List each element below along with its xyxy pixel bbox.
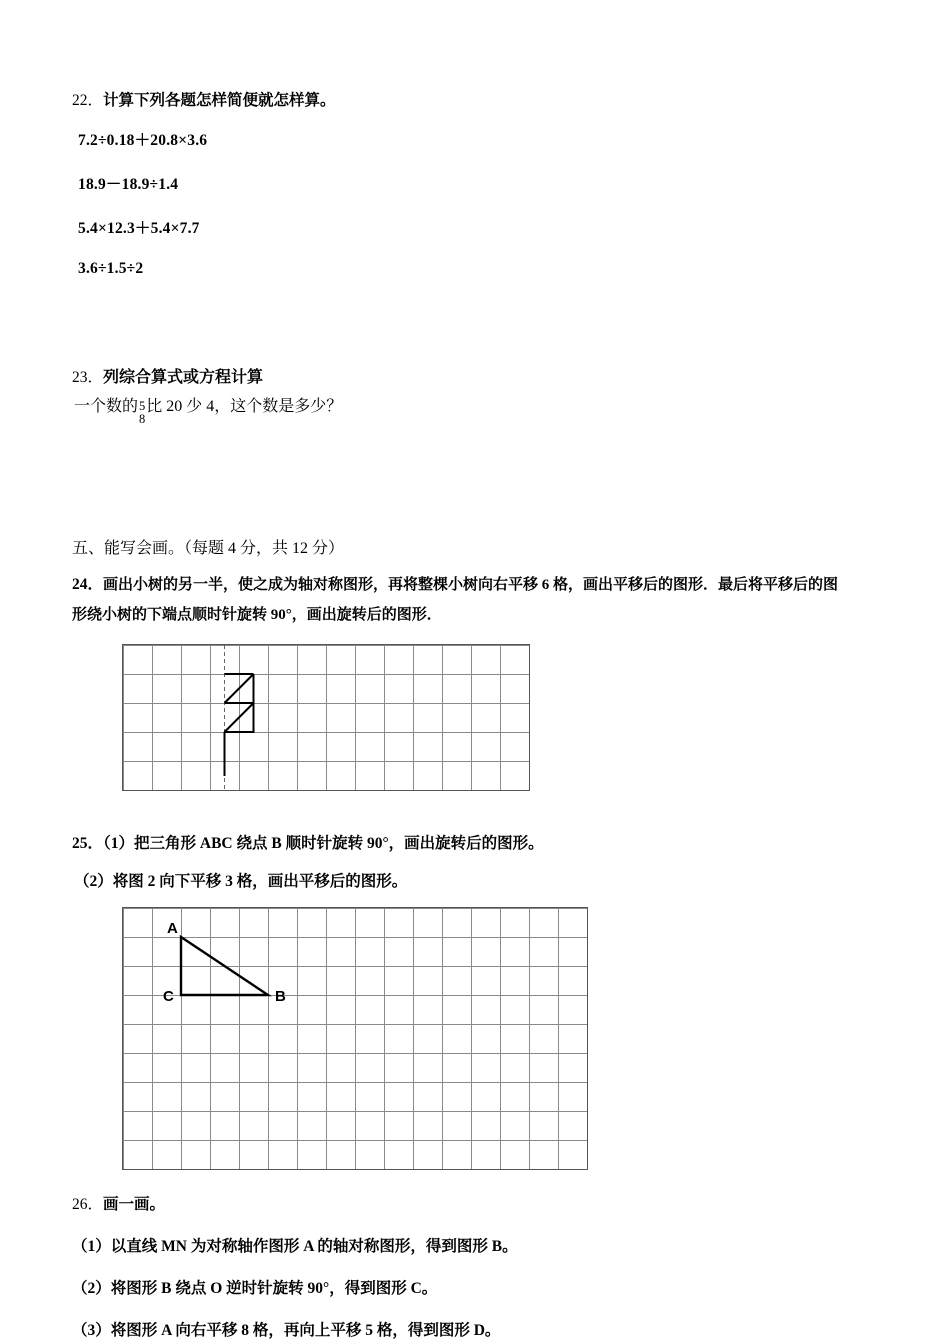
vertex-label-b: B bbox=[275, 987, 286, 1005]
question-22 bbox=[72, 88, 878, 278]
question-26-prompt: 画一画。 bbox=[103, 1195, 166, 1213]
question-24-line-2: 形绕小树的下端点顺时针旋转 90°，画出旋转后的图形． bbox=[72, 606, 442, 623]
question-26 bbox=[72, 1192, 878, 1340]
question-23 bbox=[72, 364, 878, 427]
question-23-text-after: 比 20 少 4，这个数是多少？ bbox=[146, 398, 343, 415]
question-23-header bbox=[72, 364, 878, 387]
question-24-line-1 bbox=[72, 570, 878, 600]
question-26-header bbox=[72, 1192, 878, 1214]
blank-work-space-23 bbox=[72, 427, 878, 535]
question-22-header bbox=[72, 88, 878, 110]
question-24-text-line1: 画出小树的另一半，使之成为轴对称图形，再将整棵小树向右平移 6 格，画出平移后的图形．最后将平移后的图 bbox=[103, 577, 839, 594]
question-24-grid-wrap bbox=[72, 644, 878, 791]
tree-half-figure bbox=[123, 645, 529, 790]
question-26-item: （3）将图形 A 向右平移 8 格，再向上平移 5 格，得到图形 D。 bbox=[72, 1321, 501, 1339]
question-24-number: 24． bbox=[72, 576, 104, 594]
question-24 bbox=[72, 570, 878, 791]
question-25-line-1 bbox=[72, 831, 878, 853]
question-24-text bbox=[72, 570, 878, 630]
fraction-five-eighths bbox=[139, 400, 145, 426]
question-25-number: 25． bbox=[72, 834, 104, 852]
question-23-number: 23． bbox=[72, 369, 104, 386]
question-23-text-before: 一个数的 bbox=[74, 398, 139, 415]
question-26-item: （1）以直线 MN 为对称轴作图形 A 的轴对称图形，得到图形 B。 bbox=[72, 1237, 518, 1255]
expression-item: 7.2÷0.18＋20.8×3.6 bbox=[78, 132, 208, 149]
question-25-line-2: （2）将图 2 向下平移 3 格，画出平移后的图形。 bbox=[74, 872, 408, 890]
expression-item: 3.6÷1.5÷2 bbox=[78, 260, 144, 277]
vertex-label-a: A bbox=[167, 919, 178, 937]
question-25 bbox=[72, 831, 878, 1170]
fraction-denominator: 8 bbox=[139, 412, 146, 427]
blank-work-space-22 bbox=[72, 300, 878, 364]
question-25-grid bbox=[122, 907, 588, 1170]
question-24-grid bbox=[122, 644, 530, 791]
fraction-numerator: 5 bbox=[139, 399, 146, 413]
spacer-after-grid-25 bbox=[72, 1170, 878, 1192]
question-26-item: （2）将图形 B 绕点 O 逆时针旋转 90°，得到图形 C。 bbox=[72, 1279, 438, 1297]
expression-item: 18.9－18.9÷1.4 bbox=[78, 176, 179, 193]
question-22-expressions bbox=[78, 128, 878, 278]
question-22-prompt: 计算下列各题怎样简便就怎样算。 bbox=[103, 92, 336, 109]
expression-item: 5.4×12.3＋5.4×7.7 bbox=[78, 220, 200, 237]
question-22-number: 22． bbox=[72, 92, 104, 109]
question-25-grid-wrap bbox=[72, 907, 878, 1170]
section-heading-five: 五、能写会画。（每题 4 分，共 12 分） bbox=[72, 540, 345, 558]
question-23-body bbox=[74, 393, 878, 427]
question-26-number: 26． bbox=[72, 1195, 104, 1213]
vertex-label-c: C bbox=[163, 987, 174, 1005]
question-25-text-line1: （1）把三角形 ABC 绕点 B 顺时针旋转 90°，画出旋转后的图形。 bbox=[103, 834, 544, 852]
question-23-prompt: 列综合算式或方程计算 bbox=[103, 369, 264, 386]
triangle-abc-figure bbox=[123, 908, 587, 1169]
spacer-after-grid-24 bbox=[72, 791, 878, 831]
